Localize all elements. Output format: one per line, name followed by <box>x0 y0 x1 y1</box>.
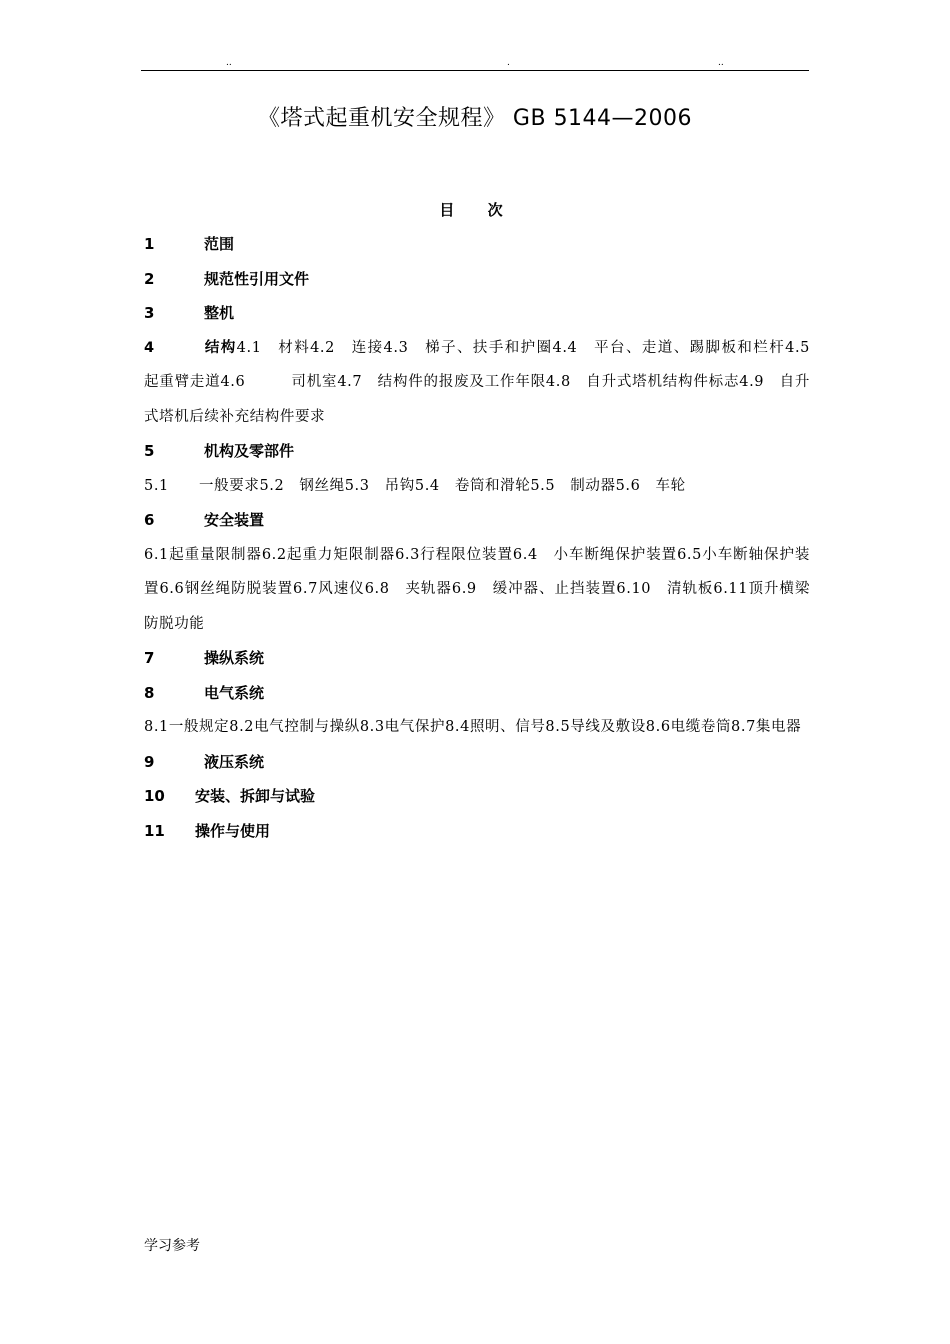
toc-entry-7[interactable] <box>144 641 810 676</box>
page-footer: 学习参考 <box>144 1238 200 1254</box>
toc-entry-number: 8 <box>144 683 155 702</box>
toc-subsections-6[interactable]: 6.1起重量限制器6.2起重力矩限制器6.3行程限位装置6.4 小车断绳保护装置6.5小车断轴保护装置6.6钢丝绳防脱装置6.7风速仪6.8 夹轨器6.9 缓冲器、止挡装置6.10 清轨板6.11顶升横梁防脱功能 <box>144 546 810 632</box>
header-mark-right: .. <box>718 58 724 68</box>
toc-entry-label: 规范性引用文件 <box>204 269 310 288</box>
toc-entry-label: 操作与使用 <box>195 821 271 840</box>
toc-entry-5[interactable] <box>144 434 810 469</box>
header-mark-left: .. <box>226 58 232 68</box>
toc-entry-label: 液压系统 <box>204 752 265 771</box>
toc-entry-number: 11 <box>144 821 165 840</box>
toc-entry-1[interactable] <box>144 227 810 262</box>
toc-entry-6[interactable] <box>144 503 810 538</box>
toc-entry-number: 5 <box>144 442 155 460</box>
toc-entry-10[interactable] <box>144 779 810 814</box>
toc-subsections-8[interactable]: 8.1一般规定8.2电气控制与操纵8.3电气保护8.4照明、信号8.5导线及敷设8.6电缆卷筒8.7集电器 <box>144 719 802 735</box>
toc-entry-number: 10 <box>144 787 165 805</box>
toc-entry-label: 整机 <box>204 304 235 322</box>
toc-entry-number: 3 <box>144 304 155 322</box>
toc-entry-9[interactable] <box>144 745 810 780</box>
toc-entry-8[interactable] <box>144 676 810 711</box>
toc-subsections-5[interactable]: 5.1 一般要求5.2 钢丝绳5.3 吊钩5.4 卷筒和滑轮5.5 制动器5.6 车轮 <box>144 477 686 494</box>
toc-entry-3[interactable] <box>144 296 810 331</box>
toc-subsections-4: 4.1 材料4.2 连接4.3 梯子、扶手和护圈4.4 平台、走道、踢脚板和栏杆4.5 起重臂走道4.6 司机室4.7 结构件的报废及工作年限4.8 自升式塔机结构件标志4.9 自升式塔机后续补充结构件要求 <box>144 339 826 425</box>
toc-entry-number: 2 <box>144 269 155 288</box>
toc-entry-4[interactable] <box>144 331 826 435</box>
toc-entry-label: 操纵系统 <box>204 649 265 667</box>
header-rule <box>141 70 809 71</box>
toc-entry-number: 6 <box>144 511 155 529</box>
toc-entry-label: 范围 <box>204 235 235 253</box>
toc-entry-label: 安全装置 <box>204 511 265 529</box>
toc-entry-number: 9 <box>144 752 155 771</box>
header-mark-center: . <box>507 58 510 68</box>
table-of-contents <box>144 227 826 848</box>
toc-entry-label: 电气系统 <box>204 683 265 702</box>
document-title: 《塔式起重机安全规程》 GB 5144—2006 <box>257 106 693 131</box>
toc-entry-number: 4 <box>144 339 155 356</box>
toc-entry-label: 结构 <box>204 339 237 356</box>
toc-entry-2[interactable] <box>144 262 810 297</box>
toc-heading: 目 次 <box>439 201 517 219</box>
toc-entry-number: 1 <box>144 235 155 253</box>
toc-entry-label: 安装、拆卸与试验 <box>195 787 316 805</box>
toc-entry-11[interactable] <box>144 814 810 849</box>
toc-entry-label: 机构及零部件 <box>204 442 295 460</box>
toc-entry-number: 7 <box>144 649 155 667</box>
